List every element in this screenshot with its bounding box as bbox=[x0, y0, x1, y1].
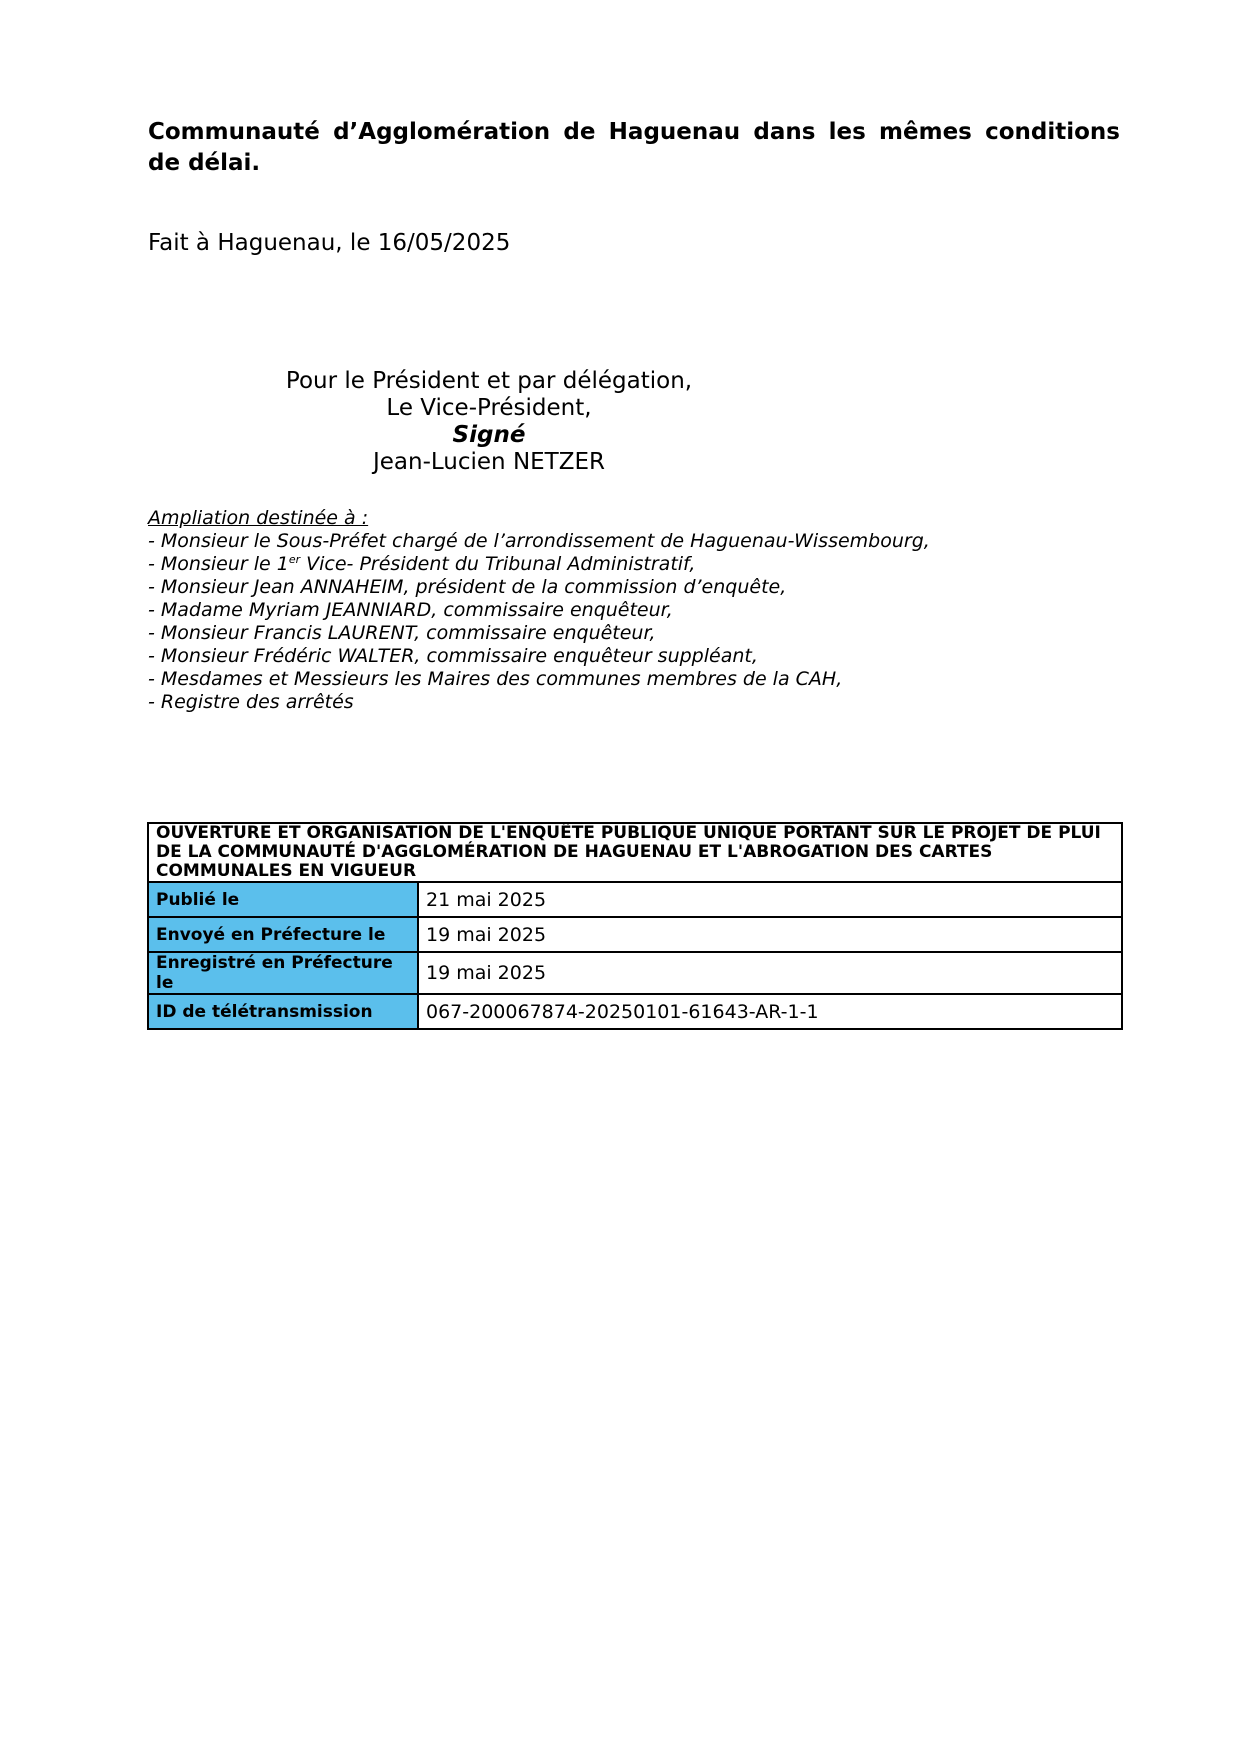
table-row bbox=[148, 952, 1122, 994]
row-label-registered: Enregistré en Préfecture le bbox=[148, 952, 418, 994]
row-label-teletransmission-id: ID de télétransmission bbox=[148, 994, 418, 1029]
ampliation-list bbox=[148, 507, 930, 714]
ampliation-item-text: Vice- Président du Tribunal Administratif, bbox=[300, 553, 696, 575]
ampliation-item: - Monsieur le Sous-Préfet chargé de l’arrondissement de Haguenau-Wissembourg, bbox=[148, 530, 930, 552]
ampliation-item-text: - Monsieur le 1 bbox=[148, 553, 289, 575]
publication-table bbox=[147, 822, 1123, 1030]
ampliation-item: - Registre des arrêtés bbox=[148, 691, 354, 713]
signatory-name: Jean-Lucien NETZER bbox=[372, 449, 606, 475]
row-value-published: 21 mai 2025 bbox=[418, 882, 1122, 917]
table-header: OUVERTURE ET ORGANISATION DE L'ENQUÊTE PUBLIQUE UNIQUE PORTANT SUR LE PROJET DE PLUI DE LA COMMUNAUTÉ D'AGGLOMÉRATION DE HAGUENAU ET L'ABROGATION DES CARTES COMMUNALES EN VIGUEUR bbox=[148, 823, 1122, 882]
table-row bbox=[148, 917, 1122, 952]
ampliation-item: - Monsieur Francis LAURENT, commissaire enquêteur, bbox=[148, 622, 656, 644]
ampliation-item: - Madame Myriam JEANNIARD, commissaire enquêteur, bbox=[148, 599, 673, 621]
row-value-sent: 19 mai 2025 bbox=[418, 917, 1122, 952]
signature-signed: Signé bbox=[452, 422, 526, 448]
table-row bbox=[148, 882, 1122, 917]
row-value-registered: 19 mai 2025 bbox=[418, 952, 1122, 994]
place-date: Fait à Haguenau, le 16/05/2025 bbox=[148, 230, 511, 256]
ampliation-item: - Monsieur Jean ANNAHEIM, président de la commission d’enquête, bbox=[148, 576, 787, 598]
row-value-teletransmission-id: 067-200067874-20250101-61643-AR-1-1 bbox=[418, 994, 1122, 1029]
ampliation-title: Ampliation destinée à : bbox=[148, 507, 369, 529]
ampliation-item: - Monsieur Frédéric WALTER, commissaire enquêteur suppléant, bbox=[148, 645, 758, 667]
signature-delegation: Pour le Président et par délégation, bbox=[285, 368, 693, 394]
row-label-sent: Envoyé en Préfecture le bbox=[148, 917, 418, 952]
intro-paragraph: Communauté d’Agglomération de Haguenau dans les mêmes conditions de délai. bbox=[148, 119, 1120, 176]
signature-block bbox=[284, 368, 694, 476]
ampliation-item bbox=[148, 553, 930, 576]
signature-role: Le Vice-Président, bbox=[386, 395, 592, 421]
table-header-row bbox=[148, 823, 1122, 882]
table-row bbox=[148, 994, 1122, 1029]
row-label-published: Publié le bbox=[148, 882, 418, 917]
ordinal-superscript: er bbox=[288, 553, 301, 566]
ampliation-item: - Mesdames et Messieurs les Maires des communes membres de la CAH, bbox=[148, 668, 843, 690]
